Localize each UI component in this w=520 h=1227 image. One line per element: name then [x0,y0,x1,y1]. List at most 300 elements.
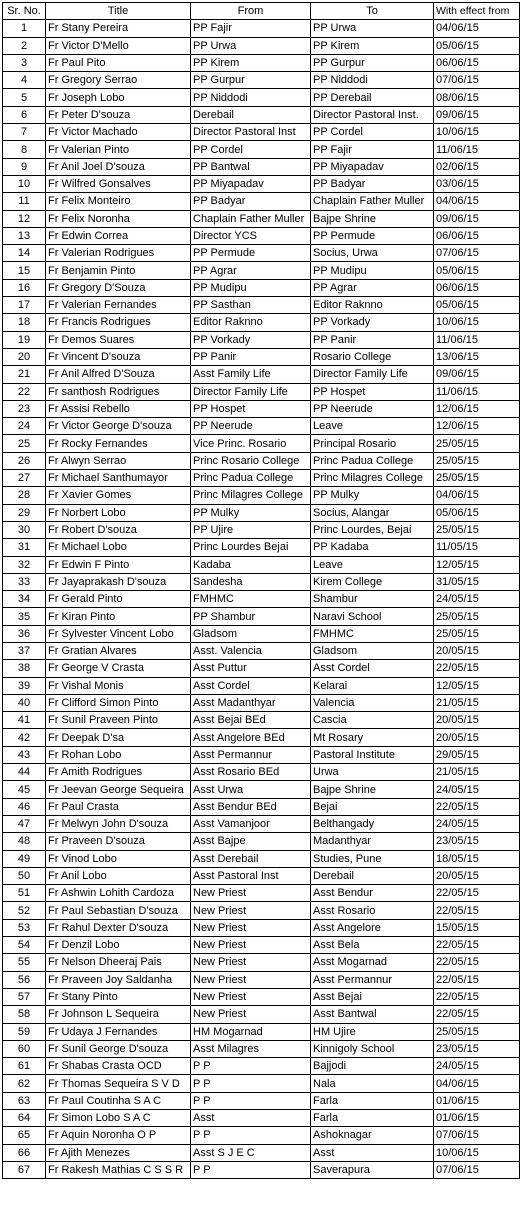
cell-to: Socius, Urwa [311,245,434,262]
cell-title: Fr George V Crasta [46,660,191,677]
cell-effective-date: 10/06/15 [434,1144,520,1161]
cell-title: Fr Sunil George D'souza [46,1040,191,1057]
cell-from: Princ Lourdes Bejai [191,539,311,556]
table-row [3,971,520,988]
table-row [3,1023,520,1040]
cell-title: Fr Gregory Serrao [46,72,191,89]
cell-effective-date: 11/06/15 [434,383,520,400]
table-row [3,383,520,400]
cell-to: Asst Permannur [311,971,434,988]
cell-title: Fr Gratian Alvares [46,642,191,659]
cell-effective-date: 05/06/15 [434,297,520,314]
cell-to: Asst Bendur [311,885,434,902]
cell-title: Fr Benjamin Pinto [46,262,191,279]
cell-title: Fr Edwin F Pinto [46,556,191,573]
cell-from: PP Fajir [191,20,311,37]
cell-effective-date: 05/06/15 [434,504,520,521]
cell-from: P P [191,1161,311,1178]
cell-title: Fr Thomas Sequeira S V D [46,1075,191,1092]
cell-from: PP Hospet [191,400,311,417]
cell-from: Asst Family Life [191,366,311,383]
table-row [3,625,520,642]
table-row [3,297,520,314]
cell-from: P P [191,1058,311,1075]
cell-sr-no: 43 [3,746,46,763]
cell-sr-no: 30 [3,521,46,538]
cell-from: Asst Bajpe [191,833,311,850]
cell-to: Farla [311,1092,434,1109]
cell-from: Gladsom [191,625,311,642]
cell-title: Fr Victor George D'souza [46,418,191,435]
cell-from: P P [191,1092,311,1109]
cell-effective-date: 24/05/15 [434,781,520,798]
table-row [3,919,520,936]
cell-title: Fr Victor Machado [46,124,191,141]
cell-title: Fr Shabas Crasta OCD [46,1058,191,1075]
cell-effective-date: 01/06/15 [434,1110,520,1127]
cell-to: Nala [311,1075,434,1092]
cell-from: PP Cordel [191,141,311,158]
cell-title: Fr Kiran Pinto [46,608,191,625]
cell-to: Bajpe Shrine [311,781,434,798]
cell-from: Asst Vamanjoor [191,815,311,832]
cell-sr-no: 58 [3,1006,46,1023]
cell-effective-date: 25/05/15 [434,452,520,469]
table-row [3,1006,520,1023]
cell-effective-date: 25/05/15 [434,1023,520,1040]
cell-title: Fr Nelson Dheeraj Pais [46,954,191,971]
cell-title: Fr Aquin Noronha O P [46,1127,191,1144]
table-row [3,1161,520,1178]
cell-title: Fr Stany Pereira [46,20,191,37]
cell-effective-date: 24/05/15 [434,815,520,832]
table-row [3,521,520,538]
cell-effective-date: 09/06/15 [434,366,520,383]
cell-from: Asst [191,1110,311,1127]
cell-title: Fr Vishal Monis [46,677,191,694]
cell-from: Derebail [191,106,311,123]
cell-sr-no: 63 [3,1092,46,1109]
table-row [3,37,520,54]
cell-from: PP Bantwal [191,158,311,175]
cell-from: Asst Bendur BEd [191,798,311,815]
cell-effective-date: 01/06/15 [434,1092,520,1109]
table-row [3,642,520,659]
cell-title: Fr Wilfred Gonsalves [46,175,191,192]
cell-from: PP Mulky [191,504,311,521]
transfers-table [2,2,520,1179]
cell-effective-date: 21/05/15 [434,694,520,711]
cell-effective-date: 22/05/15 [434,660,520,677]
cell-from: PP Ujire [191,521,311,538]
cell-to: Asst Bejai [311,988,434,1005]
cell-from: New Priest [191,1006,311,1023]
cell-sr-no: 22 [3,383,46,400]
cell-sr-no: 25 [3,435,46,452]
cell-to: FMHMC [311,625,434,642]
table-row [3,833,520,850]
cell-effective-date: 25/05/15 [434,608,520,625]
cell-sr-no: 19 [3,331,46,348]
table-row [3,452,520,469]
table-row [3,556,520,573]
table-row [3,331,520,348]
cell-to: PP Urwa [311,20,434,37]
table-row [3,158,520,175]
cell-to: PP Gurpur [311,54,434,71]
cell-sr-no: 46 [3,798,46,815]
cell-title: Fr Ajith Menezes [46,1144,191,1161]
cell-sr-no: 59 [3,1023,46,1040]
cell-effective-date: 29/05/15 [434,746,520,763]
cell-title: Fr Felix Monteiro [46,193,191,210]
cell-sr-no: 5 [3,89,46,106]
cell-to: Naravi School [311,608,434,625]
cell-from: Kadaba [191,556,311,573]
table-row [3,867,520,884]
cell-to: Princ Lourdes, Bejai [311,521,434,538]
cell-sr-no: 21 [3,366,46,383]
cell-title: Fr Amith Rodrigues [46,764,191,781]
cell-to: PP Panir [311,331,434,348]
cell-from: Chaplain Father Muller [191,210,311,227]
cell-from: Director Family Life [191,383,311,400]
cell-from: New Priest [191,902,311,919]
cell-effective-date: 23/05/15 [434,833,520,850]
cell-effective-date: 07/06/15 [434,72,520,89]
cell-effective-date: 22/05/15 [434,902,520,919]
cell-sr-no: 36 [3,625,46,642]
cell-title: Fr Ashwin Lohith Cardoza [46,885,191,902]
cell-title: Fr Valerian Rodrigues [46,245,191,262]
cell-sr-no: 62 [3,1075,46,1092]
cell-effective-date: 25/05/15 [434,435,520,452]
cell-from: Director Pastoral Inst [191,124,311,141]
header-effective-date: With effect from [434,3,520,20]
cell-title: Fr Denzil Lobo [46,937,191,954]
cell-from: New Priest [191,937,311,954]
table-row [3,885,520,902]
cell-to: PP Fajir [311,141,434,158]
cell-from: PP Badyar [191,193,311,210]
cell-to: Ashoknagar [311,1127,434,1144]
table-row [3,937,520,954]
cell-to: Editor Raknno [311,297,434,314]
table-row [3,418,520,435]
cell-title: Fr Rocky Fernandes [46,435,191,452]
table-row [3,954,520,971]
table-row [3,1092,520,1109]
cell-from: Asst Puttur [191,660,311,677]
cell-sr-no: 33 [3,573,46,590]
cell-to: Princ Milagres College [311,470,434,487]
table-row [3,487,520,504]
cell-to: Shambur [311,591,434,608]
cell-to: Asst Mogarnad [311,954,434,971]
cell-sr-no: 15 [3,262,46,279]
cell-to: Kirem College [311,573,434,590]
cell-effective-date: 22/05/15 [434,971,520,988]
cell-effective-date: 12/06/15 [434,418,520,435]
cell-to: Leave [311,556,434,573]
table-row [3,435,520,452]
cell-title: Fr Peter D'souza [46,106,191,123]
cell-from: Princ Milagres College [191,487,311,504]
cell-effective-date: 04/06/15 [434,20,520,37]
cell-effective-date: 04/06/15 [434,1075,520,1092]
table-row [3,366,520,383]
cell-sr-no: 42 [3,729,46,746]
cell-effective-date: 25/05/15 [434,521,520,538]
cell-title: Fr Victor D'Mello [46,37,191,54]
cell-to: Asst [311,1144,434,1161]
cell-from: Princ Padua College [191,470,311,487]
cell-title: Fr Praveen D'souza [46,833,191,850]
cell-title: Fr Alwyn Serrao [46,452,191,469]
cell-to: Asst Angelore [311,919,434,936]
cell-effective-date: 07/06/15 [434,1161,520,1178]
cell-from: Asst Angelore BEd [191,729,311,746]
cell-effective-date: 24/05/15 [434,591,520,608]
cell-sr-no: 28 [3,487,46,504]
cell-from: Asst Derebail [191,850,311,867]
cell-sr-no: 35 [3,608,46,625]
cell-title: Fr Gerald Pinto [46,591,191,608]
table-row [3,1058,520,1075]
cell-from: Asst Bejai BEd [191,712,311,729]
cell-from: PP Sasthan [191,297,311,314]
cell-effective-date: 12/06/15 [434,400,520,417]
cell-to: HM Ujire [311,1023,434,1040]
table-row [3,245,520,262]
cell-title: Fr Udaya J Fernandes [46,1023,191,1040]
cell-sr-no: 37 [3,642,46,659]
cell-title: Fr Paul Sebastian D'souza [46,902,191,919]
cell-from: Asst S J E C [191,1144,311,1161]
cell-title: Fr Vincent D'souza [46,348,191,365]
table-row [3,20,520,37]
cell-to: PP Hospet [311,383,434,400]
cell-sr-no: 17 [3,297,46,314]
cell-sr-no: 48 [3,833,46,850]
cell-from: PP Shambur [191,608,311,625]
cell-to: Bajjodi [311,1058,434,1075]
cell-effective-date: 31/05/15 [434,573,520,590]
cell-effective-date: 22/05/15 [434,1006,520,1023]
cell-sr-no: 50 [3,867,46,884]
cell-to: Asst Cordel [311,660,434,677]
cell-title: Fr Praveen Joy Saldanha [46,971,191,988]
cell-title: Fr Michael Lobo [46,539,191,556]
cell-from: FMHMC [191,591,311,608]
cell-sr-no: 38 [3,660,46,677]
cell-effective-date: 04/06/15 [434,193,520,210]
table-row [3,712,520,729]
cell-to: PP Miyapadav [311,158,434,175]
cell-effective-date: 06/06/15 [434,227,520,244]
cell-from: Editor Raknno [191,314,311,331]
cell-sr-no: 18 [3,314,46,331]
cell-to: Socius, Alangar [311,504,434,521]
cell-sr-no: 24 [3,418,46,435]
cell-sr-no: 9 [3,158,46,175]
cell-to: Farla [311,1110,434,1127]
cell-from: Asst Cordel [191,677,311,694]
cell-to: PP Kirem [311,37,434,54]
cell-sr-no: 64 [3,1110,46,1127]
cell-to: Madanthyar [311,833,434,850]
cell-from: Asst Permannur [191,746,311,763]
cell-sr-no: 11 [3,193,46,210]
cell-effective-date: 09/06/15 [434,210,520,227]
cell-from: PP Gurpur [191,72,311,89]
cell-from: New Priest [191,885,311,902]
cell-to: PP Mudipu [311,262,434,279]
cell-sr-no: 1 [3,20,46,37]
table-row [3,608,520,625]
table-row [3,729,520,746]
cell-from: PP Agrar [191,262,311,279]
cell-sr-no: 41 [3,712,46,729]
table-row [3,72,520,89]
table-row [3,262,520,279]
table-row [3,193,520,210]
table-row [3,314,520,331]
table-row [3,89,520,106]
table-row [3,141,520,158]
cell-sr-no: 44 [3,764,46,781]
cell-title: Fr Simon Lobo S A C [46,1110,191,1127]
cell-from: PP Vorkady [191,331,311,348]
cell-from: PP Permude [191,245,311,262]
header-title: Title [46,3,191,20]
cell-title: Fr Norbert Lobo [46,504,191,521]
cell-title: Fr Joseph Lobo [46,89,191,106]
cell-effective-date: 22/05/15 [434,885,520,902]
cell-sr-no: 60 [3,1040,46,1057]
cell-sr-no: 51 [3,885,46,902]
cell-title: Fr Edwin Correa [46,227,191,244]
cell-effective-date: 24/05/15 [434,1058,520,1075]
cell-sr-no: 20 [3,348,46,365]
cell-effective-date: 11/06/15 [434,331,520,348]
cell-sr-no: 26 [3,452,46,469]
table-row [3,591,520,608]
cell-sr-no: 55 [3,954,46,971]
table-row [3,279,520,296]
cell-from: Asst Madanthyar [191,694,311,711]
cell-sr-no: 61 [3,1058,46,1075]
cell-sr-no: 47 [3,815,46,832]
cell-title: Fr Paul Crasta [46,798,191,815]
cell-from: Director YCS [191,227,311,244]
cell-from: Vice Princ. Rosario [191,435,311,452]
table-row [3,227,520,244]
cell-sr-no: 39 [3,677,46,694]
cell-from: New Priest [191,988,311,1005]
cell-effective-date: 13/06/15 [434,348,520,365]
cell-from: Asst Rosario BEd [191,764,311,781]
table-row [3,539,520,556]
table-row [3,1040,520,1057]
cell-title: Fr Clifford Simon Pinto [46,694,191,711]
cell-to: Bajpe Shrine [311,210,434,227]
cell-title: Fr Vinod Lobo [46,850,191,867]
cell-title: Fr Robert D'souza [46,521,191,538]
cell-sr-no: 13 [3,227,46,244]
cell-to: Rosario College [311,348,434,365]
table-row [3,124,520,141]
cell-title: Fr Rakesh Mathias C S S R [46,1161,191,1178]
cell-effective-date: 22/05/15 [434,937,520,954]
cell-sr-no: 49 [3,850,46,867]
table-row [3,175,520,192]
cell-from: PP Niddodi [191,89,311,106]
cell-effective-date: 25/05/15 [434,470,520,487]
cell-to: PP Cordel [311,124,434,141]
cell-effective-date: 11/06/15 [434,141,520,158]
cell-title: Fr Paul Pito [46,54,191,71]
table-row [3,798,520,815]
cell-sr-no: 31 [3,539,46,556]
cell-to: PP Agrar [311,279,434,296]
table-row [3,1144,520,1161]
cell-to: Mt Rosary [311,729,434,746]
cell-to: Derebail [311,867,434,884]
cell-effective-date: 09/06/15 [434,106,520,123]
cell-sr-no: 66 [3,1144,46,1161]
cell-effective-date: 08/06/15 [434,89,520,106]
cell-to: PP Niddodi [311,72,434,89]
cell-to: Saverapura [311,1161,434,1178]
cell-to: Asst Rosario [311,902,434,919]
cell-effective-date: 18/05/15 [434,850,520,867]
cell-sr-no: 23 [3,400,46,417]
cell-from: PP Mudipu [191,279,311,296]
cell-sr-no: 40 [3,694,46,711]
cell-to: Belthangady [311,815,434,832]
cell-from: New Priest [191,919,311,936]
cell-title: Fr Sylvester Vincent Lobo [46,625,191,642]
cell-to: Asst Bela [311,937,434,954]
cell-from: New Priest [191,954,311,971]
cell-title: Fr Michael Santhumayor [46,470,191,487]
cell-effective-date: 22/05/15 [434,988,520,1005]
cell-sr-no: 7 [3,124,46,141]
cell-to: PP Badyar [311,175,434,192]
cell-title: Fr Anil Joel D'souza [46,158,191,175]
table-row [3,573,520,590]
cell-effective-date: 05/06/15 [434,262,520,279]
cell-to: PP Derebail [311,89,434,106]
cell-effective-date: 15/05/15 [434,919,520,936]
table-row [3,746,520,763]
cell-to: Director Family Life [311,366,434,383]
cell-to: Princ Padua College [311,452,434,469]
cell-effective-date: 21/05/15 [434,764,520,781]
table-row [3,1127,520,1144]
cell-effective-date: 22/05/15 [434,798,520,815]
cell-to: Valencia [311,694,434,711]
table-row [3,106,520,123]
cell-to: PP Kadaba [311,539,434,556]
cell-sr-no: 16 [3,279,46,296]
cell-title: Fr Sunil Praveen Pinto [46,712,191,729]
cell-title: Fr Anil Lobo [46,867,191,884]
table-row [3,400,520,417]
cell-sr-no: 32 [3,556,46,573]
cell-sr-no: 12 [3,210,46,227]
